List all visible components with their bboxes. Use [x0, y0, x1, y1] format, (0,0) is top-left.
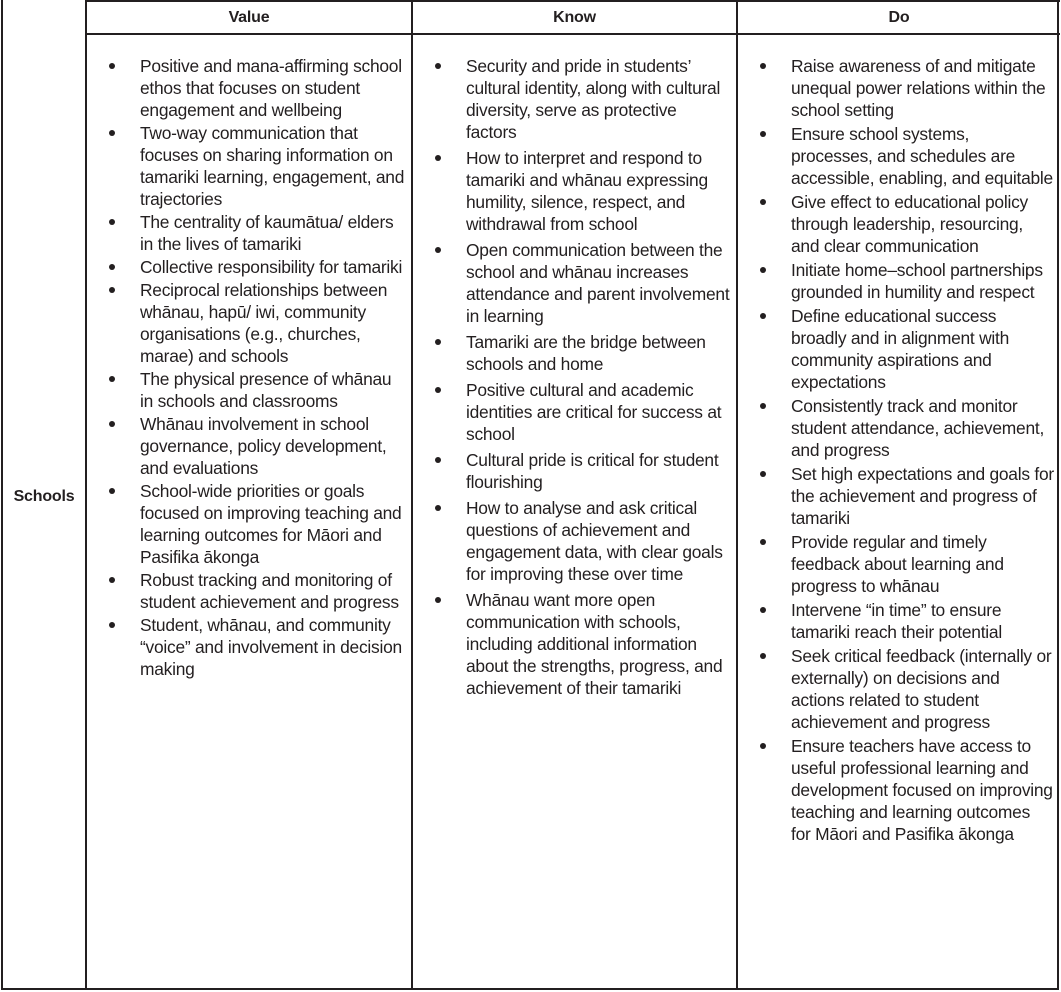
list-item-text: Initiate home–school partnerships grounded in humility and respect	[791, 260, 1043, 302]
list-item-text: Seek critical feedback (internally or externally) on decisions and actions related to student achievement and progress	[791, 646, 1052, 732]
list-item-text: How to analyse and ask critical questions of achievement and engagement data, with clear goals for improving these over time	[466, 498, 723, 584]
list-item-text: Tamariki are the bridge between schools and home	[466, 332, 706, 374]
list-item	[413, 379, 736, 445]
framework-table	[1, 0, 1059, 990]
list-item	[87, 614, 411, 680]
list-item	[413, 55, 736, 143]
list-item	[738, 123, 1060, 189]
bullet-icon	[435, 247, 441, 253]
list-item	[413, 239, 736, 327]
bullet-icon	[109, 219, 115, 225]
list-item	[738, 599, 1060, 643]
bullet-icon	[760, 607, 766, 613]
bullet-icon	[109, 63, 115, 69]
list-item	[87, 480, 411, 568]
list-item-text: Consistently track and monitor student attendance, achievement, and progress	[791, 396, 1045, 460]
bullet-icon	[760, 267, 766, 273]
list-item	[738, 645, 1060, 733]
bullet-icon	[760, 403, 766, 409]
bullet-icon	[760, 63, 766, 69]
list-item-text: How to interpret and respond to tamariki and whānau expressing humility, silence, respect, and withdrawal from school	[466, 148, 708, 234]
bullet-icon	[109, 577, 115, 583]
list-item	[413, 449, 736, 493]
list-item	[87, 211, 411, 255]
list-item-text: Define educational success broadly and in alignment with community aspirations and expectations	[791, 306, 1009, 392]
bullet-icon	[435, 339, 441, 345]
list-item	[738, 305, 1060, 393]
list-item-text: Positive and mana-affirming school ethos that focuses on student engagement and wellbeing	[140, 56, 402, 120]
list-item	[738, 191, 1060, 257]
column-value	[87, 0, 413, 990]
list-item-text: Provide regular and timely feedback about learning and progress to whānau	[791, 532, 1004, 596]
bullet-icon	[435, 457, 441, 463]
bullet-icon	[760, 743, 766, 749]
value-list	[87, 35, 411, 680]
list-item	[738, 395, 1060, 461]
list-item-text: Collective responsibility for tamariki	[140, 257, 403, 277]
list-item-text: Positive cultural and academic identities are critical for success at school	[466, 380, 722, 444]
bullet-icon	[760, 131, 766, 137]
column-know	[413, 0, 738, 990]
row-header-cell	[3, 0, 87, 990]
list-item-text: Whānau involvement in school governance, policy development, and evaluations	[140, 414, 387, 478]
bullet-icon	[109, 376, 115, 382]
list-item	[87, 368, 411, 412]
list-item-text: Whānau want more open communication with schools, including additional information about the strengths, progress, and achievement of their tamariki	[466, 590, 723, 698]
list-item-text: Student, whānau, and community “voice” and involvement in decision making	[140, 615, 402, 679]
list-item-text: Reciprocal relationships between whānau, hapū/ iwi, community organisations (e.g., churches, marae) and schools	[140, 280, 388, 366]
bullet-icon	[109, 622, 115, 628]
list-item-text: The centrality of kaumātua/ elders in the lives of tamariki	[140, 212, 394, 254]
list-item	[87, 122, 411, 210]
bullet-icon	[760, 313, 766, 319]
list-item-text: The physical presence of whānau in schools and classrooms	[140, 369, 392, 411]
column-do	[738, 0, 1060, 990]
bullet-icon	[109, 421, 115, 427]
list-item	[87, 55, 411, 121]
bullet-icon	[435, 597, 441, 603]
bullet-icon	[435, 63, 441, 69]
list-item	[87, 279, 411, 367]
list-item	[738, 55, 1060, 121]
list-item-text: Cultural pride is critical for student flourishing	[466, 450, 719, 492]
column-header-know: Know	[413, 0, 736, 35]
list-item-text: Open communication between the school and whānau increases attendance and parent involvement in learning	[466, 240, 730, 326]
row-header-label: Schools	[13, 488, 75, 505]
bullet-icon	[435, 387, 441, 393]
know-list	[413, 35, 736, 699]
do-list	[738, 35, 1060, 845]
list-item-text: Ensure teachers have access to useful professional learning and development focused on improving teaching and learning outcomes for Māori and Pasifika ākonga	[791, 736, 1053, 844]
list-item	[738, 531, 1060, 597]
bullet-icon	[109, 488, 115, 494]
column-header-value: Value	[87, 0, 411, 35]
list-item-text: Two-way communication that focuses on sharing information on tamariki learning, engagement, and trajectories	[140, 123, 405, 209]
bullet-icon	[109, 130, 115, 136]
list-item-text: Security and pride in students’ cultural identity, along with cultural diversity, serve as protective factors	[466, 56, 721, 142]
list-item	[87, 413, 411, 479]
list-item-text: Raise awareness of and mitigate unequal power relations within the school setting	[791, 56, 1046, 120]
list-item	[413, 147, 736, 235]
bullet-icon	[760, 539, 766, 545]
bullet-icon	[109, 264, 115, 270]
list-item-text: Intervene “in time” to ensure tamariki reach their potential	[791, 600, 1002, 642]
list-item-text: Give effect to educational policy through leadership, resourcing, and clear communication	[791, 192, 1028, 256]
bullet-icon	[435, 155, 441, 161]
bullet-icon	[760, 653, 766, 659]
list-item-text: Ensure school systems, processes, and schedules are accessible, enabling, and equitable	[791, 124, 1053, 188]
list-item-text: School-wide priorities or goals focused on improving teaching and learning outcomes for Māori and Pasifika ākonga	[140, 481, 402, 567]
bullet-icon	[109, 287, 115, 293]
list-item	[738, 735, 1060, 845]
list-item	[738, 259, 1060, 303]
bullet-icon	[435, 505, 441, 511]
list-item	[738, 463, 1060, 529]
list-item	[413, 497, 736, 585]
bullet-icon	[760, 471, 766, 477]
list-item	[413, 589, 736, 699]
column-header-do: Do	[738, 0, 1060, 35]
list-item	[87, 256, 411, 278]
bullet-icon	[760, 199, 766, 205]
list-item-text: Set high expectations and goals for the achievement and progress of tamariki	[791, 464, 1054, 528]
list-item	[87, 569, 411, 613]
list-item-text: Robust tracking and monitoring of student achievement and progress	[140, 570, 399, 612]
list-item	[413, 331, 736, 375]
